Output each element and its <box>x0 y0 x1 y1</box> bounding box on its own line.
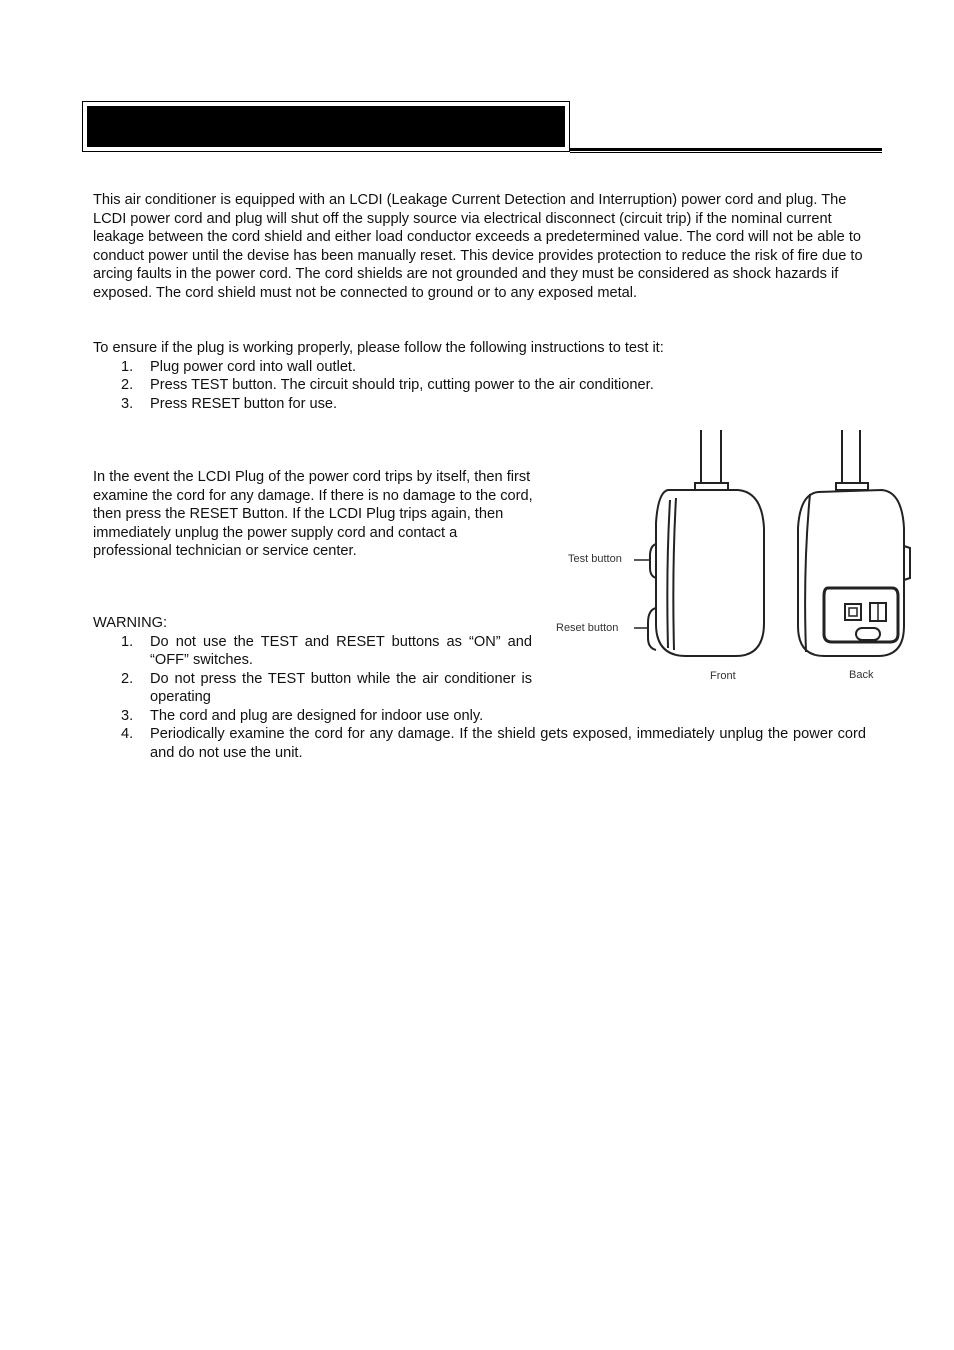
list-item <box>93 670 532 707</box>
front-plug-drawing <box>634 430 764 656</box>
list-text: Periodically examine the cord for any damage. If the shield gets exposed, immediately unplug the power cord and do not use the unit. <box>150 726 866 761</box>
back-label: Back <box>849 669 874 681</box>
list-item <box>93 707 866 726</box>
test-section <box>93 339 868 413</box>
list-text: Press RESET button for use. <box>150 395 338 412</box>
list-item <box>93 633 532 670</box>
section-header-box <box>82 101 570 152</box>
list-item <box>93 358 868 377</box>
list-number: 1. <box>121 633 134 650</box>
test-intro: To ensure if the plug is working properly, please follow the following instructions to test it: <box>93 340 664 356</box>
list-number: 2. <box>121 670 134 687</box>
list-number: 4. <box>121 726 134 742</box>
event-paragraph: In the event the LCDI Plug of the power cord trips by itself, then first examine the cord for any damage. If there is no damage to the cord, then press the RESET Button. If the LCDI Plug trips again, then immediately unplug the power supply cord and contact a professional technician or service center. <box>93 469 533 559</box>
warning-title: WARNING: <box>93 615 168 631</box>
header-rule <box>570 148 882 151</box>
lcdi-plug-figure <box>548 428 938 696</box>
front-label: Front <box>710 670 736 682</box>
list-number: 3. <box>121 707 134 724</box>
list-text: Do not use the TEST and RESET buttons as “ON” and “OFF” switches. <box>150 633 532 668</box>
list-number: 3. <box>121 395 134 412</box>
list-item <box>93 725 866 762</box>
header-rule-thin <box>570 152 882 153</box>
list-number: 1. <box>121 358 134 375</box>
intro-paragraph: This air conditioner is equipped with an LCDI (Leakage Current Detection and Interruption) power cord and plug. The LCDI power cord and plug will shut off the supply source via electrical disconnect (circuit trip) if the nominal current leakage between the cord shield and either load conductor exceeds a predetermined value. The cord will not be able to conduct power until the devise has been manually reset. This device provides protection to reduce the risk of fire due to arcing faults in the power cord. The cord shields are not grounded and they must be considered as shock hazards if exposed. The cord shield must not be connected to ground or to any exposed metal. <box>93 192 863 301</box>
reset-button-label: Reset button <box>556 622 619 634</box>
lcdi-plug-illustration <box>548 428 938 696</box>
back-plug-drawing <box>798 430 910 656</box>
list-item <box>93 395 868 414</box>
list-text: Do not press the TEST button while the air conditioner is operating <box>150 670 532 705</box>
list-item <box>93 376 868 395</box>
list-text: Plug power cord into wall outlet. <box>150 358 357 375</box>
list-number: 2. <box>121 377 134 393</box>
list-text: Press TEST button. The circuit should trip, cutting power to the air conditioner. <box>150 377 654 393</box>
list-text: The cord and plug are designed for indoor use only. <box>150 707 484 724</box>
test-button-label: Test button <box>568 553 622 565</box>
test-steps-list <box>93 358 868 414</box>
section-header-bar <box>87 106 565 147</box>
